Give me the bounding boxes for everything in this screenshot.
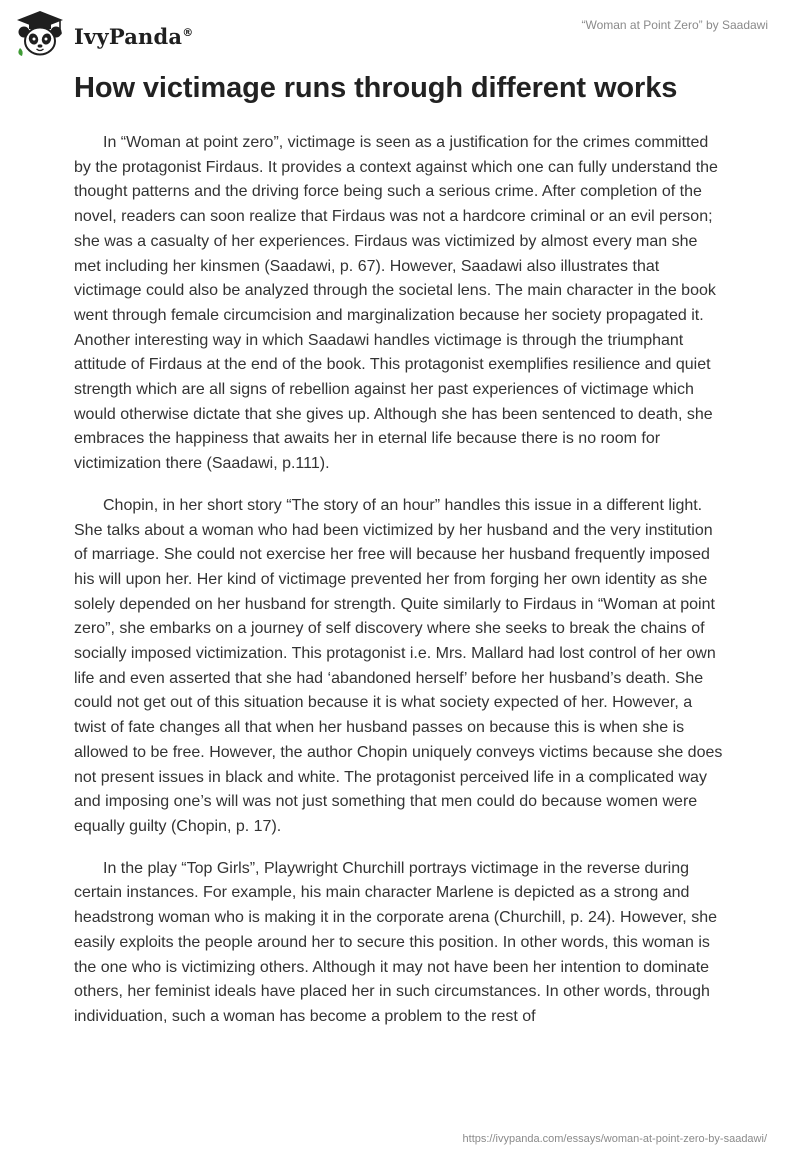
page-title: How victimage runs through different works [74,72,678,104]
ivypanda-logo[interactable] [14,8,193,60]
graduation-cap-panda-icon [14,8,66,60]
brand-name [74,24,193,49]
page-header [0,0,800,70]
registered-mark: ® [182,25,194,39]
essay-body [74,131,728,1047]
paragraph: In the play “Top Girls”, Playwright Churchill portrays victimage in the reverse during certain instances. For example, his main character Marlene is depicted as a strong and headstrong woman who is making it in the corporate arena (Churchill, p. 24). However, she easily exploits the people around her to secure this position. In other words, this woman is the one who is victimizing others. Although it may not have been her intention to dominate others, her feminist ideals have placed her in such circumstances. In other words, through individuation, such a woman has become a problem to the rest of [74,859,717,1025]
running-head: “Woman at Point Zero” by Saadawi [581,18,768,32]
brand-text: IvyPanda [74,23,183,49]
paragraph: Chopin, in her short story “The story of an hour” handles this issue in a different light. She talks about a woman who had been victimized by her husband and the very institution of marriage. She could not exercise her free will because her husband frequently imposed his will upon her. Her kind of victimage prevented her from forging her own identity as she solely depended on her husband for strength. Quite similarly to Firdaus in “Woman at point zero”, she embarks on a journey of self discovery where she seeks to break the chains of socially imposed victimization. This protagonist i.e. Mrs. Mallard had lost control of her own life and even asserted that she had ‘abandoned herself’ before her husband’s death. She could not get out of this situation because it is what society expected of her. However, a twist of fate changes all that when her husband passes on because this is when she is allowed to be free. However, the author Chopin uniquely conveys victims because she does not present issues in black and white. The protagonist perceived life in a complicated way and imposing one’s will was not just something that men could do because women were equally guilty (Chopin, p. 17). [74,496,723,835]
footer-url[interactable]: https://ivypanda.com/essays/woman-at-point-zero-by-saadawi/ [462,1133,767,1145]
paragraph: In “Woman at point zero”, victimage is seen as a justification for the crimes committed by the protagonist Firdaus. It provides a context against which one can fully understand the thought patterns and the driving force being such a serious crime. After completion of the novel, readers can soon realize that Firdaus was not a hardcore criminal or an evil person; she was a casualty of her experiences. Firdaus was victimized by almost every man she met including her kinsmen (Saadawi, p. 67). However, Saadawi also illustrates that victimage could also be analyzed through the societal lens. The main character in the book went through female circumcision and marginalization because her society propagated it. Another interesting way in which Saadawi handles victimage is through the triumphant attitude of Firdaus at the end of the book. This protagonist exemplifies resilience and quiet strength which are all signs of rebellion against her past experiences of victimage which would otherwise dictate that she gives up. Although she has been sentenced to death, she embraces the happiness that awaits her in eternal life because there is no room for victimization there (Saadawi, p.111). [74,134,718,473]
